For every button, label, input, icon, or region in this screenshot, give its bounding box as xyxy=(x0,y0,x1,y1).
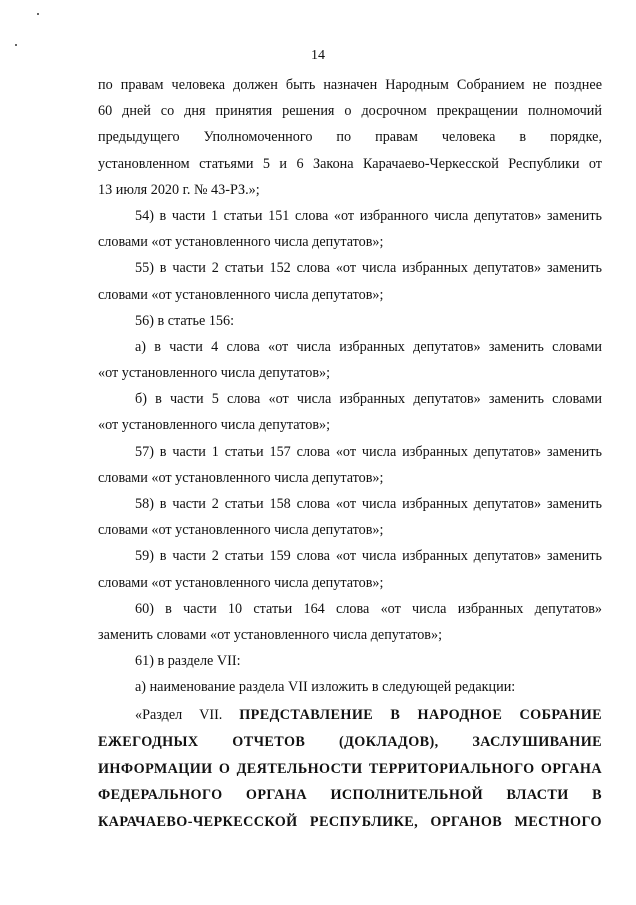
text-line: 60 дней со дня принятия решения о досрочном прекращении полномочий xyxy=(98,103,602,120)
body-text xyxy=(98,72,602,701)
text-line: 58) в части 2 статьи 158 слова «от числа избранных депутатов» заменить xyxy=(135,496,602,512)
heading-line xyxy=(98,702,602,729)
text-line: «от установленного числа депутатов»; xyxy=(98,365,331,382)
text-line: по правам человека должен быть назначен Народным Собранием не позднее xyxy=(98,77,602,93)
text-line: 54) в части 1 статьи 151 слова «от избранного числа депутатов» заменить xyxy=(135,207,602,224)
text-line: установленном статьями 5 и 6 Закона Карачаево-Черкесской Республики от xyxy=(98,155,602,172)
text-line: 59) в части 2 статьи 159 слова «от числа избранных депутатов» заменить xyxy=(135,548,602,565)
text-line: 61) в разделе VII: xyxy=(135,653,241,670)
text-line: словами «от установленного числа депутатов»; xyxy=(98,234,384,251)
heading-title-start: ПРЕДСТАВЛЕНИЕ В НАРОДНОЕ СОБРАНИЕ xyxy=(239,707,602,723)
section-heading xyxy=(98,702,602,836)
heading-line: ИНФОРМАЦИИ О ДЕЯТЕЛЬНОСТИ ТЕРРИТОРИАЛЬНОГО ОРГАНА xyxy=(98,760,602,777)
heading-line: ФЕДЕРАЛЬНОГО ОРГАНА ИСПОЛНИТЕЛЬНОЙ ВЛАСТИ В xyxy=(98,787,602,804)
text-line: словами «от установленного числа депутатов»; xyxy=(98,574,384,591)
text-line: предыдущего Уполномоченного по правам человека в порядке, xyxy=(98,129,602,146)
text-line: 56) в статье 156: xyxy=(135,312,235,329)
text-line: заменить словами «от установленного числа депутатов»; xyxy=(98,626,443,643)
scan-speck xyxy=(15,44,17,46)
heading-prefix: «Раздел VII. xyxy=(135,707,223,723)
text-line: б) в части 5 слова «от числа избранных депутатов» заменить словами xyxy=(135,391,602,408)
text-line: 55) в части 2 статьи 152 слова «от числа избранных депутатов» заменить xyxy=(135,260,602,277)
text-line: словами «от установленного числа депутатов»; xyxy=(98,286,384,303)
text-line: а) в части 4 слова «от числа избранных депутатов» заменить словами xyxy=(135,338,602,355)
text-line: словами «от установленного числа депутатов»; xyxy=(98,469,384,486)
heading-line: КАРАЧАЕВО-ЧЕРКЕССКОЙ РЕСПУБЛИКЕ, ОРГАНОВ МЕСТНОГО xyxy=(98,814,602,831)
text-line: 60) в части 10 статьи 164 слова «от числа избранных депутатов» xyxy=(135,600,602,617)
page-number: 14 xyxy=(311,48,325,63)
text-line: 57) в части 1 статьи 157 слова «от числа избранных депутатов» заменить xyxy=(135,443,602,460)
heading-line: ЕЖЕГОДНЫХ ОТЧЕТОВ (ДОКЛАДОВ), ЗАСЛУШИВАНИЕ xyxy=(98,733,602,750)
text-line: а) наименование раздела VII изложить в следующей редакции: xyxy=(135,679,516,696)
text-line: «от установленного числа депутатов»; xyxy=(98,417,331,434)
text-line: 13 июля 2020 г. № 43-РЗ.»; xyxy=(98,181,260,198)
text-line: словами «от установленного числа депутатов»; xyxy=(98,522,384,539)
scan-speck xyxy=(37,13,39,15)
